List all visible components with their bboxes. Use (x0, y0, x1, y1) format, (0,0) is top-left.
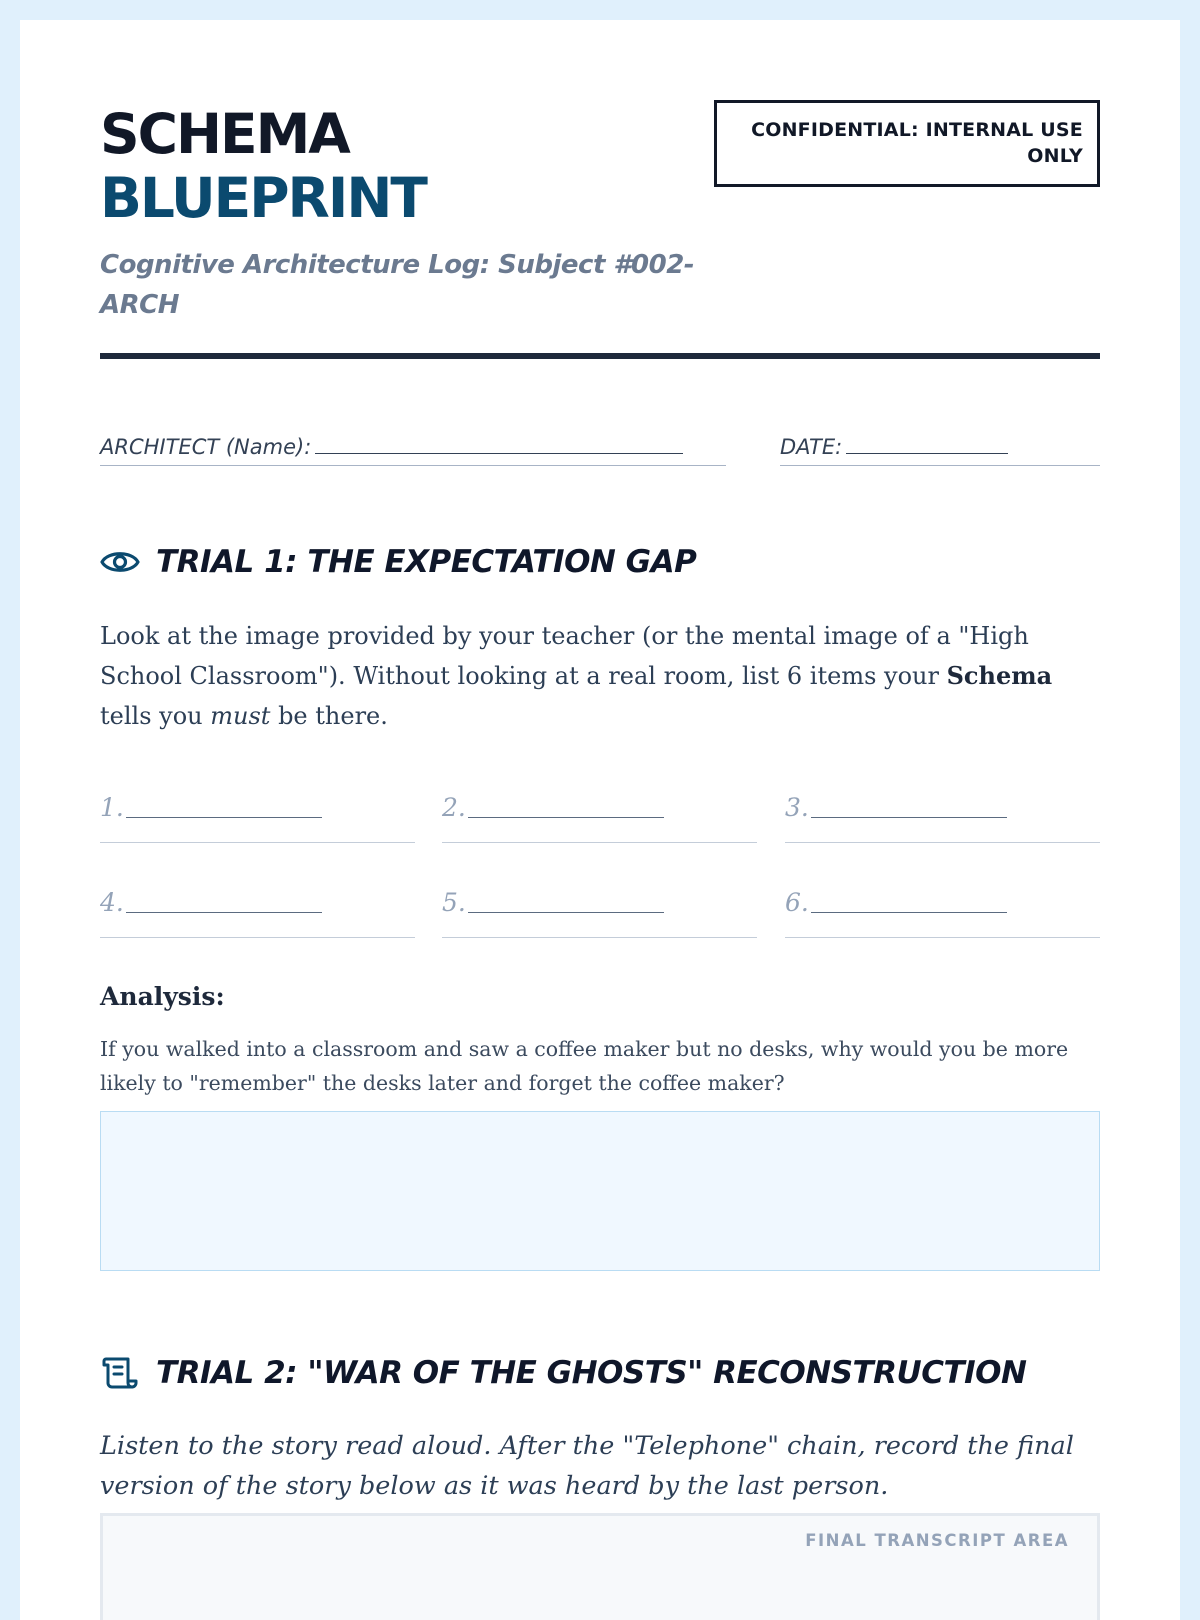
architect-blank (315, 434, 683, 454)
meta-row (100, 410, 1100, 470)
item-number: 3. (785, 793, 809, 822)
transcript-label: FINAL TRANSCRIPT AREA (805, 1531, 1069, 1550)
list-item-5[interactable] (442, 888, 757, 938)
date-label: DATE: (780, 435, 843, 459)
architect-name-field[interactable] (100, 410, 726, 466)
instructions-bold: Schema (946, 661, 1053, 690)
list-item-6[interactable] (785, 888, 1100, 938)
title-line-2: BLUEPRINT (100, 166, 426, 230)
eye-icon (100, 542, 140, 582)
trial-1-heading (100, 542, 696, 582)
page-title (100, 102, 426, 230)
analysis-question: If you walked into a classroom and saw a coffee maker but no desks, why would you be more likely to "remember" the desks later and forget the coffee maker? (100, 1037, 1069, 1095)
trial-1-instructions (100, 616, 1100, 736)
page-subtitle: Cognitive Architecture Log: Subject #002-ARCH (100, 250, 695, 320)
list-item-1[interactable] (100, 793, 415, 843)
instructions-text-2: tells you (100, 702, 211, 730)
item-blank (811, 888, 1007, 913)
transcript-area[interactable] (100, 1513, 1100, 1620)
item-blank (468, 888, 664, 913)
instructions-italic: must (210, 702, 271, 730)
trial-2-instructions: Listen to the story read aloud. After the "Telephone" chain, record the final version of the story below as it was heard by the last person. (100, 1431, 1074, 1501)
worksheet-content (100, 20, 1100, 1550)
trial-1-title: TRIAL 1: THE EXPECTATION GAP (156, 544, 697, 580)
item-number: 5. (442, 888, 466, 917)
item-number: 6. (785, 888, 809, 917)
item-blank (126, 888, 322, 913)
analysis-label: Analysis: (100, 982, 225, 1011)
title-line-1: SCHEMA (100, 102, 349, 166)
list-item-3[interactable] (785, 793, 1100, 843)
list-item-2[interactable] (442, 793, 757, 843)
trial-2-heading (100, 1353, 1026, 1393)
confidential-stamp: CONFIDENTIAL: INTERNAL USE ONLY (714, 100, 1100, 187)
architect-label: ARCHITECT (Name): (100, 435, 312, 459)
item-number: 4. (100, 888, 124, 917)
analysis-answer-box[interactable] (100, 1111, 1100, 1271)
worksheet-page (20, 20, 1180, 1620)
item-blank (126, 793, 322, 818)
date-field[interactable] (780, 410, 1100, 466)
list-item-4[interactable] (100, 888, 415, 938)
header-divider (100, 353, 1100, 359)
item-blank (468, 793, 664, 818)
date-blank (846, 434, 1008, 454)
trial-2-title: TRIAL 2: "WAR OF THE GHOSTS" RECONSTRUCTION (156, 1355, 1027, 1391)
item-blank (811, 793, 1007, 818)
item-number: 2. (442, 793, 466, 822)
instructions-text-1: Look at the image provided by your teacher (or the mental image of a "High School Classroom"). Without looking at a real room, list 6 items your (100, 622, 1029, 690)
item-number: 1. (100, 793, 124, 822)
scroll-icon (100, 1353, 140, 1393)
header (100, 20, 1100, 377)
instructions-text-3: be there. (270, 702, 388, 730)
